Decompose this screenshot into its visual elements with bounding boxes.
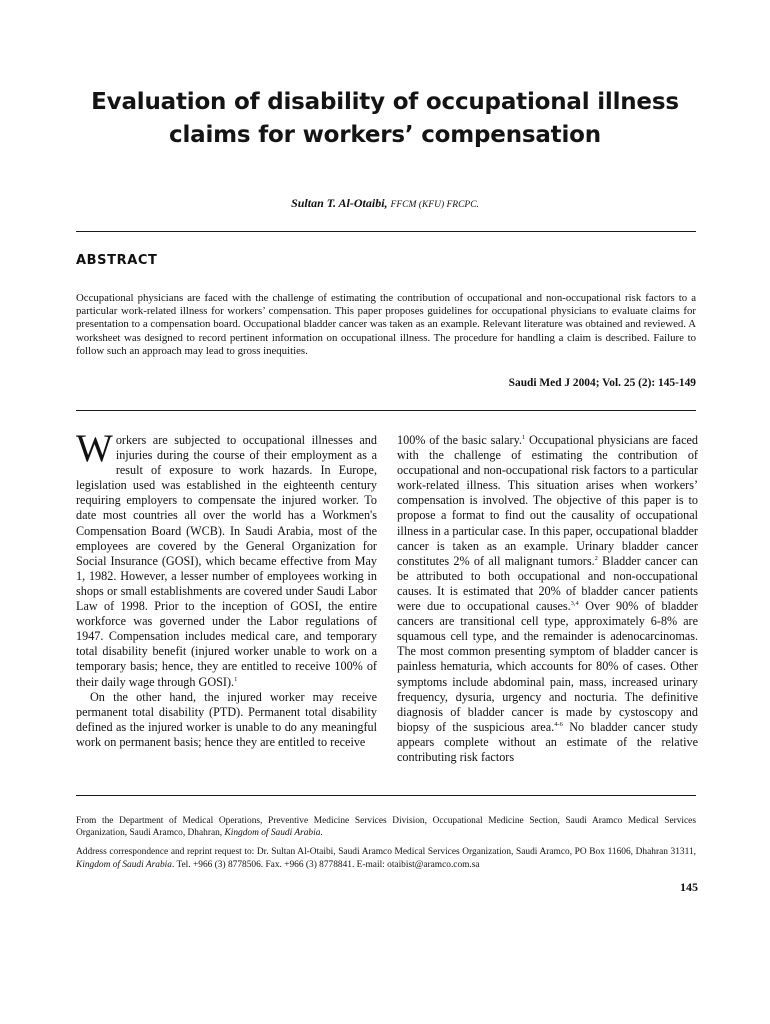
reference-marker: 1 [234,675,238,683]
divider-abstract-bottom [76,410,696,411]
body-column-left [76,427,377,750]
reference-marker: 2 [594,554,598,562]
page-number: 145 [680,880,698,894]
divider-footnotes [76,795,696,796]
body-column-right [397,433,698,765]
paragraph-text: Over 90% of bladder cancers are transitional cell type, approximately 6-8% are squamous cell type, and the remainder is adenocarcinomas. The most common presenting symptom of bladder cancer is painless hematuria, which accounts for 80% of cases. Other symptoms include abdominal pain, mass, increased urinary frequency, dysuria, urgency and nocturia. The definitive diagnosis of bladder cancer is made by cystoscopy and biopsy of the suspicious area. [397,599,698,734]
paragraph-text: Occupational physicians are faced with the challenge of estimating the contribution of occupational and non-occupational risk factors to a particular work-related illness. This situation arises when workers’ compensation is involved. The objective of this paper is to propose a format to find out the causality of occupational illness in a particular case. In this paper, occupational bladder cancer is taken as an example. Urinary bladder cancer constitutes 2% of all malignant tumors. [397,433,698,568]
journal-citation: Saudi Med J 2004; Vol. 25 (2): 145-149 [508,377,696,389]
footnotes [76,815,696,878]
body-paragraph [76,427,377,690]
reference-marker: 1 [521,434,526,441]
article-title-line-2: claims for workers’ compensation [169,122,601,148]
author-line [60,196,710,213]
paragraph-text: No bladder cancer study appears complete without an estimate of the relative contributing risk factors [397,719,699,764]
body-paragraph [397,433,698,765]
divider-top [76,231,696,232]
abstract-text: Occupational physicians are faced with the challenge of estimating the contribution of occupational and non-occupational risk factors to a particular work-related illness for workers’ compensation. This paper proposes guidelines for occupational physicians to evaluate claims for presentation to a compensation board. Occupational bladder cancer was taken as an example. Relevant literature was obtained and reviewed. A worksheet was designed to record pertinent information on occupational illness. The procedure for handling a claim is described. Failure to follow such an approach may lead to gross inequities. [76,292,696,357]
affiliation-note: From the Department of Medical Operations, Preventive Medicine Services Division, Occupational Medicine Section, Saudi Aramco Medical Services Organization, Saudi Aramco, Dhahran, Kingdom of Saudi Arabia. [76,816,696,839]
abstract-heading: ABSTRACT [76,253,158,268]
paragraph-text: orkers are subjected to occupational illnesses and injuries during the course of their employment as a result of exposure to work hazards. In Europe, legislation used was established in the eighteenth century requiring employers to compensate the injured worker. To date most countries all over the world has a Workmen's Compensation Board (WCB). In Saudi Arabia, most of the employees are covered by the General Organization for Social Insurance (GOSI), which became effective from May 1, 1982. However, a lesser number of employees working in shops or small establishments are covered under Saudi Labor Law of 1998. Prior to the inception of GOSI, the entire workforce was governed under the Labor regulations of 1947. Compensation includes medical care, and temporary total disability benefit (injured worker unable to work on a temporary basis; hence, they are entitled to receive 100% of their daily wage through GOSI). [76,433,377,689]
body-paragraph: On the other hand, the injured worker may receive permanent total disability (PTD). Permanent total disability defined as the injured worker is unable to do any meaningful work on permanent basis; hence they are entitled to receive [76,689,377,749]
reference-marker: 3,4 [570,600,579,608]
article-title [60,86,710,152]
author-name: Sultan T. Al-Otaibi, [291,196,388,210]
paragraph-text: 100% of the basic salary. [397,433,522,447]
correspondence-note: Address correspondence and reprint request to: Dr. Sultan Al-Otaibi, Saudi Aramco Medical Services Organization, Saudi Aramco, PO Box 11606, Dhahran 31311, Kingdom of Saudi Arabia. Tel. +966 (3) 8778506. Fax. +966 (3) 8778841. E-mail: otaibist@aramco.com.sa [76,847,696,870]
article-title-line-1: Evaluation of disability of occupational illness [91,89,679,115]
reference-marker: 4-6 [554,720,563,728]
drop-cap: W [76,427,113,470]
paragraph-text: Bladder cancer can be attributed to both occupational and non-occupational causes. It is estimated that 20% of bladder cancer patients were due to occupational causes. [397,553,698,614]
author-credentials: FFCM (KFU) FRCPC. [390,200,479,210]
